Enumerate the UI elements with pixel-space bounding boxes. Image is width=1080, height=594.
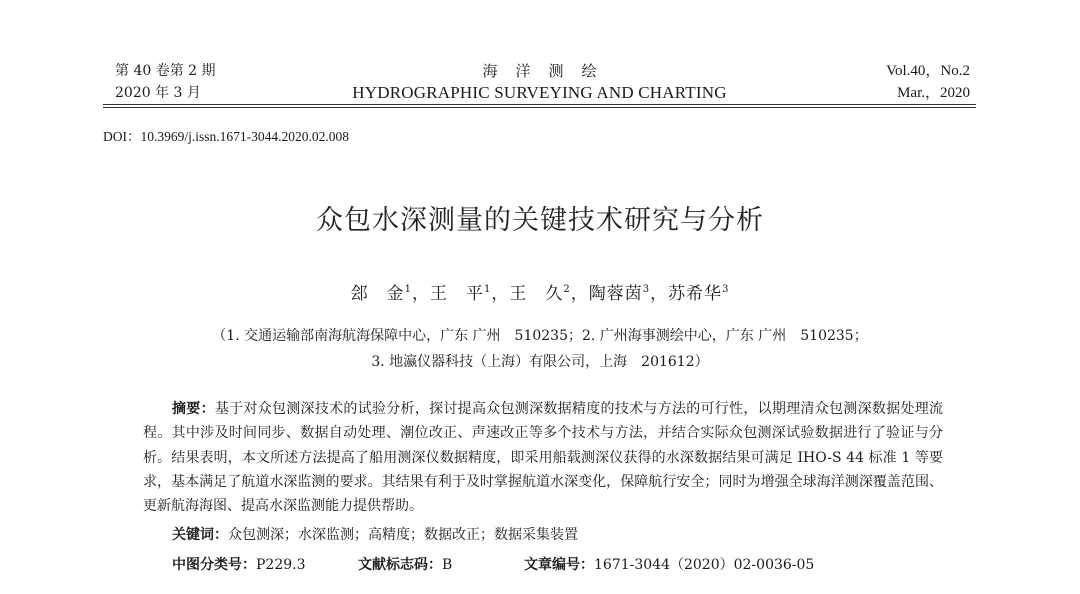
author-name: 陶蓉茵: [588, 284, 643, 304]
author-affiliation-mark: 3: [642, 284, 651, 295]
author-list: 郐 金$^1$，王 平$^1$，王 久$^2$，陶蓉茵$^3$，苏希华$^3$: [350, 284, 730, 304]
date-en: Mar.，2020: [897, 85, 970, 101]
author-name: 苏希华: [668, 284, 723, 304]
abstract: [143, 397, 943, 518]
author-name: 郐 金: [350, 284, 405, 304]
article-title: 众包水深测量的关键技术研究与分析: [316, 205, 764, 236]
clc-label: 中图分类号：: [172, 557, 256, 573]
doi: DOI：10.3969/j.issn.1671-3044.2020.02.008: [103, 129, 349, 144]
keywords: [172, 524, 578, 544]
author-name: 王 平: [429, 284, 484, 304]
author-affiliation-mark: 1: [483, 284, 492, 295]
volume-issue-cn: 第 40 卷第 2 期: [115, 63, 216, 79]
affiliation-line-1: （1. 交通运输部南海航海保障中心，广东 广州 510235；2. 广州海事测绘中心，广东 广州 510235；: [212, 328, 868, 344]
article-number-value: 1671-3044（2020）02-0036-05: [594, 557, 815, 573]
clc-number: [172, 554, 306, 574]
author-affiliation-mark: 3: [722, 284, 730, 295]
author-affiliation-mark: 1: [404, 284, 412, 295]
date-cn: 2020 年 3 月: [115, 85, 201, 101]
author-name: 王 久: [509, 284, 564, 304]
author-affiliation-mark: 2: [563, 284, 571, 295]
article-number-label: 文章编号：: [524, 557, 594, 573]
document-code-value: B: [442, 557, 453, 573]
journal-name: [103, 60, 976, 104]
keywords-text: 众包测深；水深监测；高精度；数据改正；数据采集装置: [228, 527, 578, 543]
article-number: [524, 554, 814, 574]
journal-name-en: HYDROGRAPHIC SURVEYING AND CHARTING: [352, 83, 727, 102]
keywords-label: 关键词：: [172, 527, 228, 543]
abstract-text: 基于对众包测深技术的试验分析，探讨提高众包测深数据精度的技术与方法的可行性，以期理清众包测深数据处理流程。其中涉及时间同步、数据自动处理、潮位改正、声速改正等多个技术与方法，并结合实际众包测深试验数据进行了验证与分析。结果表明，本文所述方法提高了船用测深仪数据精度，即采用船载测深仪获得的水深数据结果可满足 IHO-S 44 标准 1 等要求，基本满足了航道水深监测的要求。其结果有利于及时掌握航道水深变化，保障航行安全；同时为增强全球海洋测深覆盖范围、更新航海海图、提高水深监测能力提供帮助。: [143, 401, 944, 515]
journal-name-cn: 海洋测绘: [482, 62, 615, 80]
issue-info-en: [886, 60, 970, 104]
clc-value: P229.3: [256, 557, 306, 573]
header-rule-bottom: [103, 107, 976, 108]
document-code: [358, 554, 452, 574]
abstract-label: 摘要：: [172, 401, 215, 417]
header-rule-top: [103, 104, 976, 105]
affiliation-line-2: 3. 地瀛仪器科技（上海）有限公司，上海 201612）: [371, 354, 709, 370]
volume-issue-en: Vol.40，No.2: [886, 63, 970, 79]
document-code-label: 文献标志码：: [358, 557, 442, 573]
journal-header: [103, 56, 976, 104]
